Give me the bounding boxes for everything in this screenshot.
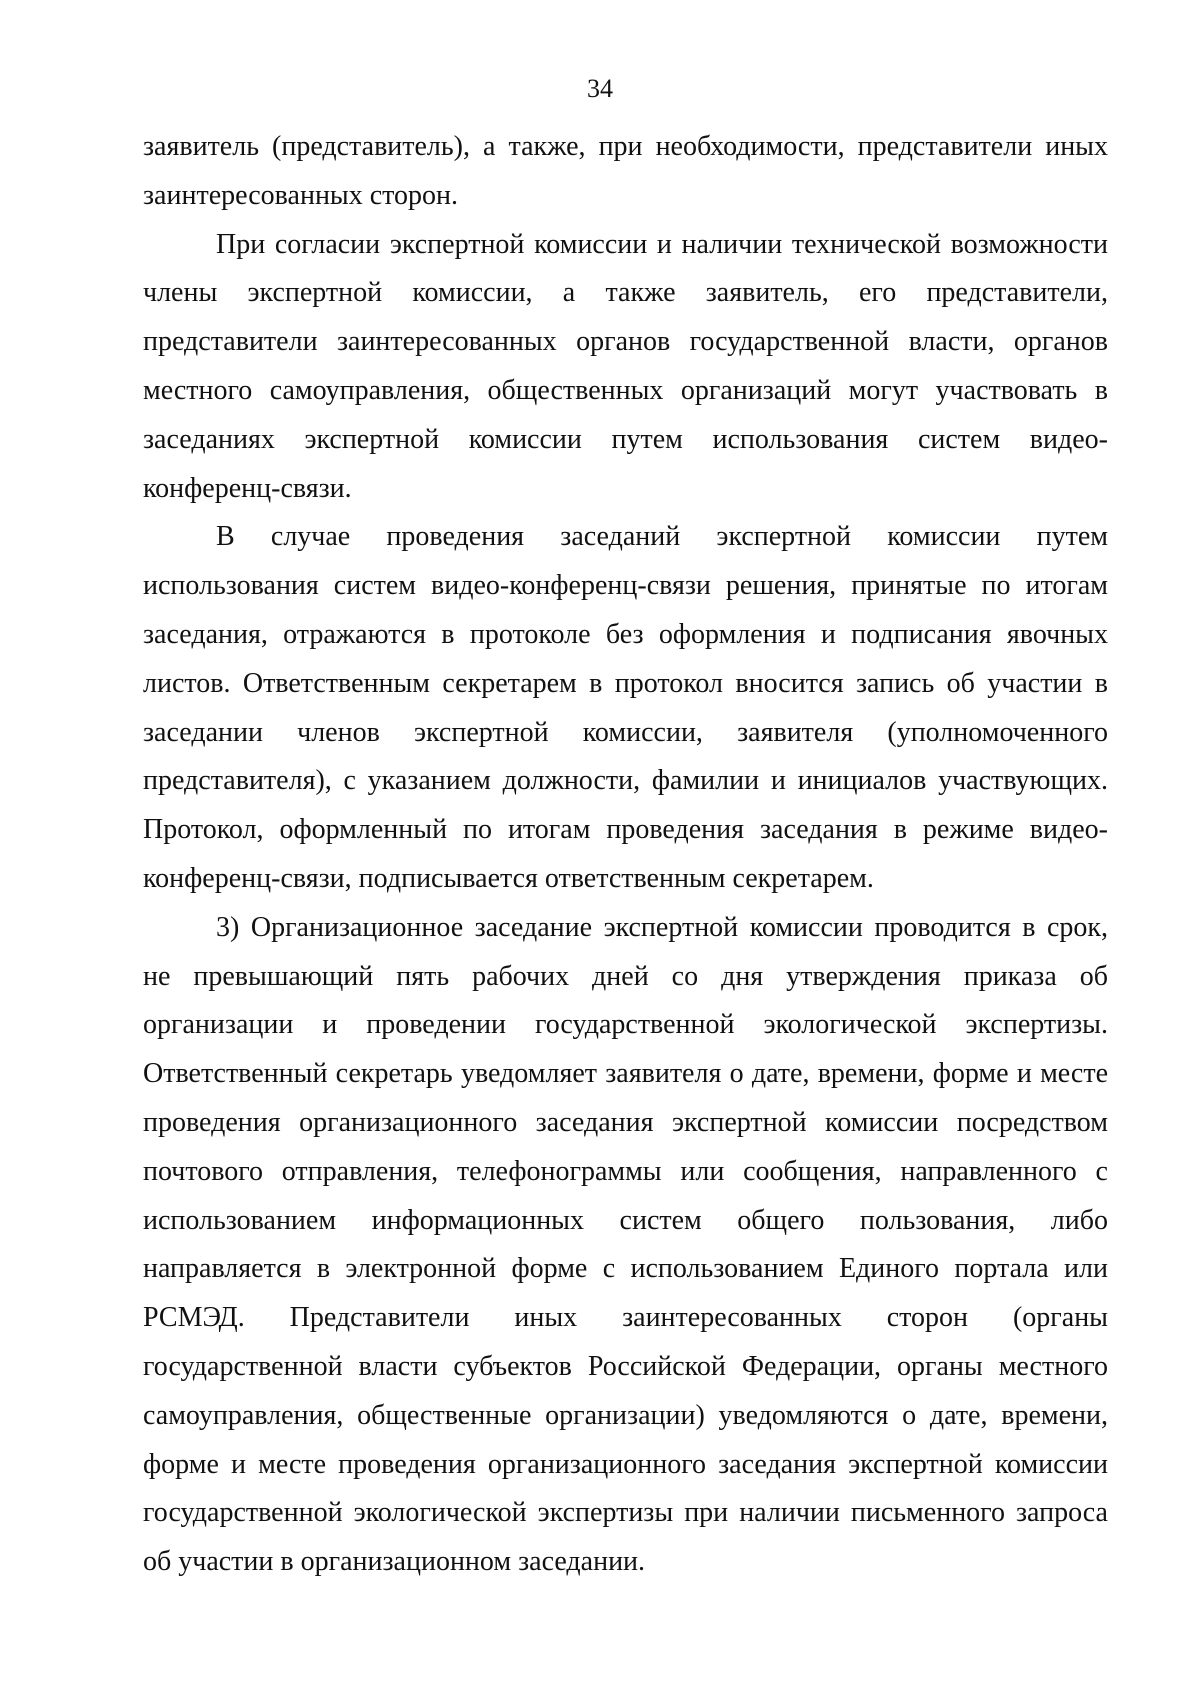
paragraph-organizational-meeting: 3) Организационное заседание экспертной комиссии проводится в срок, не превышающий пять рабочих дней со дня утверждения приказа об организации и проведении государственной экологической экспертизы. Ответственный секретарь уведомляет заявителя о дате, времени, форме и месте проведения организационного заседания экспертной комиссии посредством почтового отправления, телефонограммы или сообщения, направленного с использованием информационных систем общего пользования, либо направляется в электронной форме с использованием Единого портала или РСМЭД. Представители иных заинтересованных сторон (органы государственной власти субъектов Российской Федерации, органы местного самоуправления, общественные организации) уведомляются о дате, времени, форме и месте проведения организационного заседания экспертной комиссии государственной экологической экспертизы при наличии письменного запроса об участии в организационном заседании. — [143, 911, 1108, 1578]
document-body — [143, 123, 1108, 1587]
paragraph-video-conference-participation: При согласии экспертной комиссии и наличии технической возможности члены экспертной комиссии, а также заявитель, его представители, представители заинтересованных органов государственной власти, органов местного самоуправления, общественных организаций могут участвовать в заседаниях экспертной комиссии путем использования систем видео-конференц-связи. — [143, 228, 1108, 504]
paragraph-continuation: заявитель (представитель), а также, при необходимости, представители иных заинтересованных сторон. — [143, 131, 1108, 211]
page-number: 34 — [587, 74, 613, 103]
paragraph-video-conference-protocol: В случае проведения заседаний экспертной комиссии путем использования систем видео-конференц-связи решения, принятые по итогам заседания, отражаются в протоколе без оформления и подписания явочных листов. Ответственным секретарем в протокол вносится запись об участии в заседании членов экспертной комиссии, заявителя (уполномоченного представителя), с указанием должности, фамилии и инициалов участвующих. Протокол, оформленный по итогам проведения заседания в режиме видео-конференц-связи, подписывается ответственным секретарем. — [143, 521, 1108, 894]
